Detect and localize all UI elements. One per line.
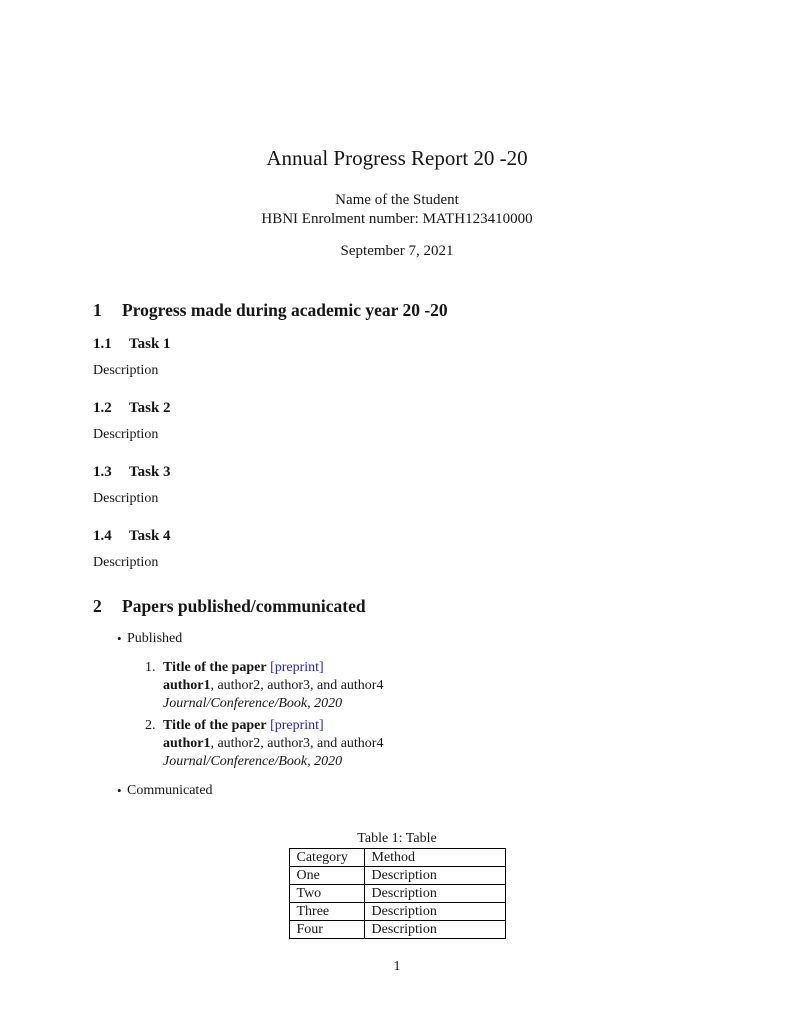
subsection-1-1-body: Description: [93, 363, 159, 378]
table-header-category: Category: [289, 849, 364, 867]
table-row: [289, 903, 505, 921]
section-1-heading: [93, 299, 701, 321]
table-row: [289, 921, 505, 939]
paper-2-index: 2.: [145, 718, 156, 733]
table-cell: Description: [364, 903, 505, 921]
published-label: Published: [127, 631, 183, 646]
section-2-number: 2: [93, 596, 102, 616]
paper-1-preprint-link[interactable]: [preprint]: [270, 660, 324, 675]
paper-1-title-line: [163, 659, 701, 677]
table-cell: Description: [364, 867, 505, 885]
paper-1-venue: Journal/Conference/Book, 2020: [163, 696, 343, 711]
paper-2-preprint-link[interactable]: [preprint]: [270, 718, 324, 733]
table-header-row: [289, 849, 505, 867]
paper-2-authors: [163, 735, 701, 753]
paper-item-1: [145, 659, 701, 713]
subsection-1-3-body: Description: [93, 491, 159, 506]
table-row: [289, 885, 505, 903]
document-date: September 7, 2021: [340, 243, 454, 259]
paper-2-authors-rest: , author2, author3, and author4: [210, 736, 384, 751]
section-1-number: 1: [93, 300, 102, 320]
student-name: Name of the Student: [335, 192, 459, 208]
subsection-1-1-title: Task 1: [129, 336, 171, 352]
table-cell: Two: [289, 885, 364, 903]
document-title: Annual Progress Report 20 -20: [266, 146, 528, 170]
subsection-1-3-heading: [93, 463, 701, 481]
paper-2-author-lead: author1: [163, 736, 211, 751]
section-1-title: Progress made during academic year 20 -20: [122, 300, 448, 320]
table-cell: Four: [289, 921, 364, 939]
table-block: [93, 830, 701, 939]
section-2-title: Papers published/communicated: [122, 596, 366, 616]
data-table: [289, 848, 506, 939]
paper-1-body: [163, 659, 701, 713]
subsection-1-1-number: 1.1: [93, 336, 112, 352]
paper-2-title: Title of the paper: [163, 718, 267, 733]
paper-item-2: [145, 717, 701, 771]
bullet-icon: •: [117, 631, 122, 646]
table-cell: Description: [364, 921, 505, 939]
published-bullet-item: [117, 630, 701, 648]
enrolment-number: HBNI Enrolment number: MATH123410000: [261, 211, 533, 227]
subsection-1-2-title: Task 2: [129, 400, 171, 416]
paper-1-author-lead: author1: [163, 678, 211, 693]
subsection-1-4-body: Description: [93, 555, 159, 570]
subsection-1-3-title: Task 3: [129, 464, 171, 480]
paper-1-index: 1.: [145, 660, 156, 675]
paper-2-body: [163, 717, 701, 771]
table-row: [289, 867, 505, 885]
subsection-1-3-number: 1.3: [93, 464, 112, 480]
page-number: 1: [393, 959, 401, 974]
subsection-1-4-heading: [93, 527, 701, 545]
paper-2-title-line: [163, 717, 701, 735]
page-content: [0, 145, 794, 939]
paper-1-authors-rest: , author2, author3, and author4: [210, 678, 384, 693]
paper-1-authors: [163, 677, 701, 695]
subsection-1-4-title: Task 4: [129, 528, 171, 544]
subsection-1-2-body: Description: [93, 427, 159, 442]
subsection-1-4-number: 1.4: [93, 528, 112, 544]
subsection-1-1-heading: [93, 335, 701, 353]
author-block: [93, 191, 701, 229]
table-cell: Description: [364, 885, 505, 903]
paper-1-title: Title of the paper: [163, 660, 267, 675]
table-caption: Table 1: Table: [357, 831, 437, 846]
subsection-1-2-number: 1.2: [93, 400, 112, 416]
communicated-label: Communicated: [127, 783, 213, 798]
table-header-method: Method: [364, 849, 505, 867]
section-2-heading: [93, 595, 701, 617]
paper-2-venue: Journal/Conference/Book, 2020: [163, 754, 343, 769]
bullet-icon: •: [117, 783, 122, 798]
table-cell: Three: [289, 903, 364, 921]
subsection-1-2-heading: [93, 399, 701, 417]
table-cell: One: [289, 867, 364, 885]
communicated-bullet-item: [117, 782, 701, 800]
